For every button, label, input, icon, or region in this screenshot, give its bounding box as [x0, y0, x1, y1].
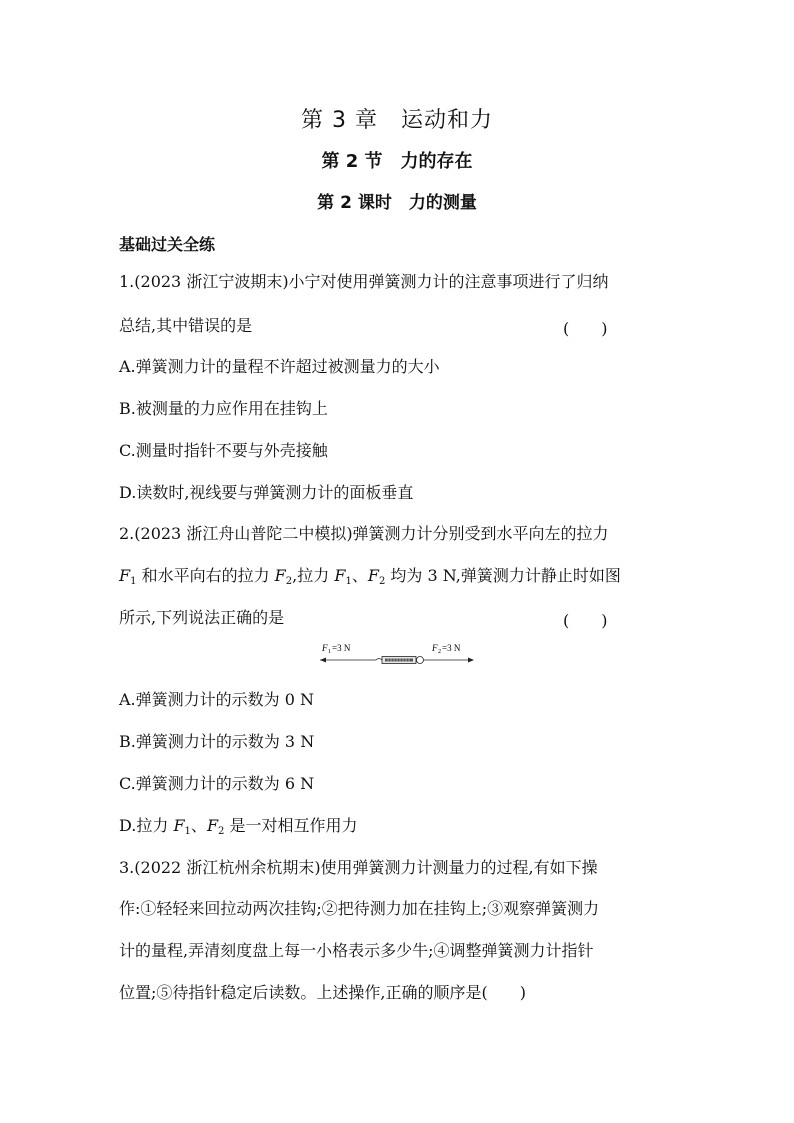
- question-3-line-4: 位置;⑤待指针稳定后读数。上述操作,正确的顺序是( ): [119, 983, 526, 1002]
- option-b: B.被测量的力应作用在挂钩上: [119, 399, 328, 418]
- option-d: D.读数时,视线要与弹簧测力计的面板垂直: [119, 483, 414, 502]
- right-force-value: =3 N: [442, 643, 461, 653]
- right-force-label: F: [432, 643, 438, 653]
- text-segment: ,拉力: [292, 566, 335, 585]
- ring-icon: [417, 657, 424, 664]
- left-force-subscript: 1: [328, 649, 331, 655]
- left-force-value: =3 N: [332, 643, 351, 653]
- section-title: 第 2 节 力的存在: [321, 151, 473, 172]
- option-b: B.弹簧测力计的示数为 3 N: [119, 732, 315, 751]
- option-a: A.弹簧测力计的量程不许超过被测量力的大小: [119, 357, 440, 376]
- question-1-line-2: 总结,其中错误的是: [119, 316, 253, 335]
- question-2-line-2: [119, 566, 679, 592]
- force-subscript: 2: [285, 576, 293, 587]
- text-segment: 均为 3 N,弹簧测力计静止时如图: [385, 566, 621, 585]
- force-symbol: F: [367, 566, 379, 585]
- option-a: A.弹簧测力计的示数为 0 N: [119, 690, 314, 709]
- option-c: C.弹簧测力计的示数为 6 N: [119, 774, 315, 793]
- text-segment: D.拉力: [119, 816, 174, 835]
- left-force-label: F: [322, 643, 328, 653]
- lesson-title: 第 2 课时 力的测量: [317, 193, 477, 213]
- hook-icon: [376, 659, 382, 661]
- question-1-line-1: 1.(2023 浙江宁波期末)小宁对使用弹簧测力计的注意事项进行了归纳: [119, 272, 609, 291]
- text-segment: 和水平向右的拉力: [136, 566, 275, 585]
- text-segment: 、: [351, 566, 368, 585]
- spring-scale-diagram: [318, 640, 478, 670]
- text-segment: 是一对相互作用力: [224, 816, 358, 835]
- question-2-line-3: 所示,下列说法正确的是: [119, 608, 285, 627]
- force-symbol: F: [334, 566, 346, 585]
- force-symbol: F: [119, 566, 131, 585]
- right-force-subscript: 2: [438, 649, 441, 655]
- force-subscript: 2: [218, 826, 225, 837]
- force-subscript: 1: [345, 576, 352, 587]
- force-subscript: 2: [378, 576, 386, 587]
- force-symbol: F: [173, 816, 185, 835]
- text-segment: 、: [190, 816, 207, 835]
- right-arrow-head: [468, 658, 474, 663]
- question-3-line-2: 作:①轻轻来回拉动两次挂钩;②把待测力加在挂钩上;③观察弹簧测力: [119, 899, 600, 918]
- force-symbol: F: [274, 566, 286, 585]
- force-symbol: F: [206, 816, 219, 835]
- section-heading: 基础过关全练: [119, 235, 216, 254]
- force-subscript: 1: [184, 826, 191, 837]
- chapter-title: 第 3 章 运动和力: [301, 108, 493, 133]
- option-d: [119, 816, 679, 842]
- question-3-line-1: 3.(2022 浙江杭州余杭期末)使用弹簧测力计测量力的过程,有如下操: [119, 858, 598, 877]
- question-3-line-3: 计的量程,弄清刻度盘上每一小格表示多少牛;④调整弹簧测力计指针: [119, 941, 594, 960]
- answer-paren: ( ): [563, 319, 608, 338]
- question-2-line-1: 2.(2023 浙江舟山普陀二中模拟)弹簧测力计分别受到水平向左的拉力: [119, 524, 609, 543]
- answer-paren: ( ): [563, 611, 608, 630]
- option-c: C.测量时指针不要与外壳接触: [119, 441, 328, 460]
- force-subscript: 1: [130, 576, 137, 587]
- left-arrow-head: [320, 658, 326, 663]
